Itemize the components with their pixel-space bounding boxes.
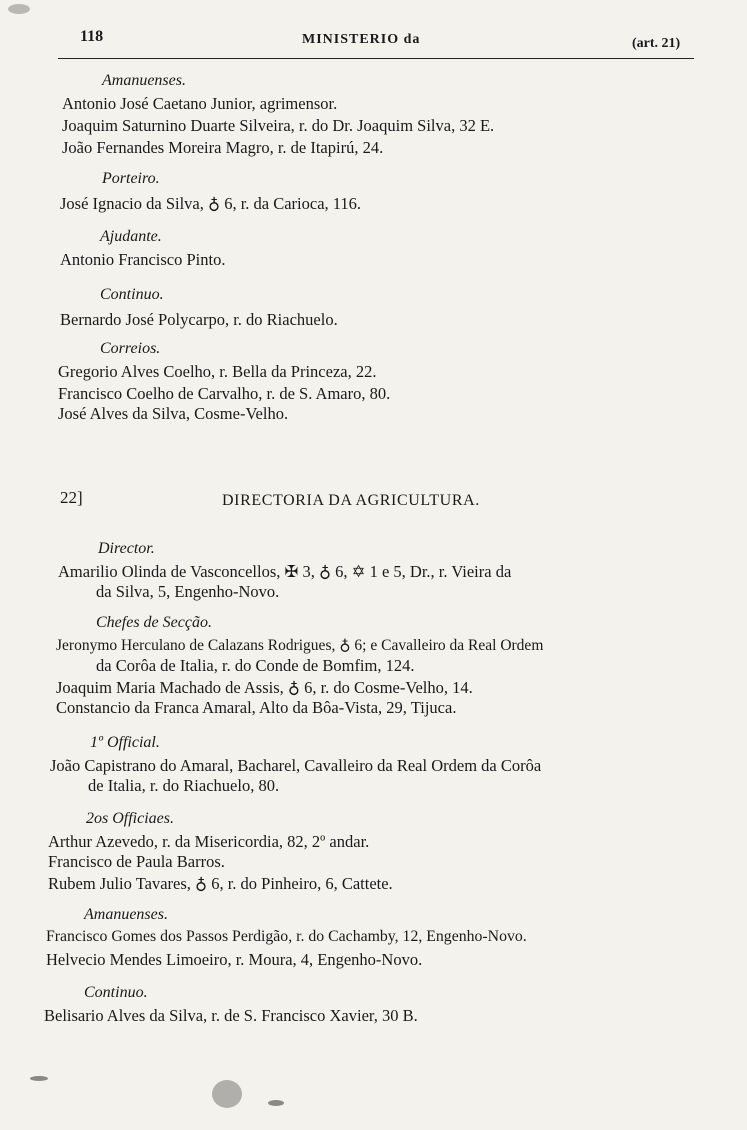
heading-amanuenses: Amanuenses. — [102, 72, 186, 89]
heading-continuo-2: Continuo. — [84, 984, 148, 1001]
entry-line: Amarilio Olinda de Vasconcellos, ✠ 3, ♁ 6, ✡ 1 e 5, Dr., r. Vieira da — [58, 562, 512, 581]
entry-line: Francisco de Paula Barros. — [48, 852, 225, 871]
entry-line: Antonio Francisco Pinto. — [60, 250, 226, 269]
entry-line: Rubem Julio Tavares, ♁ 6, r. do Pinheiro, 6, Cattete. — [48, 874, 393, 893]
entry-line: Gregorio Alves Coelho, r. Bella da Princeza, 22. — [58, 362, 377, 381]
entry-line: José Alves da Silva, Cosme-Velho. — [58, 404, 289, 423]
entry-line: Helvecio Mendes Limoeiro, r. Moura, 4, Engenho-Novo. — [46, 950, 423, 969]
heading-segundos-officiaes: 2os Officiaes. — [86, 810, 174, 827]
entry-line: Joaquim Maria Machado de Assis, ♁ 6, r. do Cosme-Velho, 14. — [56, 678, 473, 697]
header-rule — [58, 58, 694, 59]
entry-continuation: da Corôa de Italia, r. do Conde de Bomfim, 124. — [96, 656, 415, 675]
section-number: 22] — [60, 488, 83, 507]
running-title: MINISTERIO da — [302, 32, 421, 47]
entry-line: João Fernandes Moreira Magro, r. de Itapirú, 24. — [62, 138, 384, 157]
entry-line: Joaquim Saturnino Duarte Silveira, r. do Dr. Joaquim Silva, 32 E. — [62, 116, 495, 135]
entry-continuation: da Silva, 5, Engenho-Novo. — [96, 582, 280, 601]
heading-primeiro-official: 1º Official. — [90, 734, 160, 751]
scan-smudge — [212, 1080, 242, 1108]
entry-line: João Capistrano do Amaral, Bacharel, Cavalleiro da Real Ordem da Corôa — [50, 756, 542, 775]
heading-porteiro: Porteiro. — [102, 170, 160, 187]
scan-speck — [30, 1076, 48, 1081]
heading-continuo: Continuo. — [100, 286, 164, 303]
page-number: 118 — [80, 28, 104, 45]
page-header — [58, 28, 698, 64]
entry-line: Antonio José Caetano Junior, agrimensor. — [62, 94, 338, 113]
entry-line: Bernardo José Polycarpo, r. do Riachuelo. — [60, 310, 338, 329]
entry-line: Constancio da Franca Amaral, Alto da Bôa-Vista, 29, Tijuca. — [56, 698, 457, 717]
scan-speck — [268, 1100, 284, 1106]
entry-line: Belisario Alves da Silva, r. de S. Francisco Xavier, 30 B. — [44, 1006, 418, 1025]
heading-chefes-de-seccao: Chefes de Secção. — [96, 614, 212, 631]
entry-line: Arthur Azevedo, r. da Misericordia, 82, 2º andar. — [48, 832, 370, 851]
entry-line: Francisco Coelho de Carvalho, r. de S. Amaro, 80. — [58, 384, 391, 403]
entry-continuation: de Italia, r. do Riachuelo, 80. — [88, 776, 280, 795]
article-reference: (art. 21) — [632, 36, 681, 51]
heading-amanuenses-2: Amanuenses. — [84, 906, 168, 923]
entry-line: José Ignacio da Silva, ♁ 6, r. da Carioca, 116. — [60, 194, 362, 213]
scan-speck — [8, 4, 30, 14]
entry-line: Jeronymo Herculano de Calazans Rodrigues, ♁ 6; e Cavalleiro da Real Ordem — [56, 637, 544, 654]
entry-line: Francisco Gomes dos Passos Perdigão, r. do Cachamby, 12, Engenho-Novo. — [46, 928, 527, 945]
heading-correios: Correios. — [100, 340, 161, 357]
heading-ajudante: Ajudante. — [100, 228, 162, 245]
section-title: DIRECTORIA DA AGRICULTURA. — [222, 492, 480, 509]
heading-director: Director. — [98, 540, 155, 557]
